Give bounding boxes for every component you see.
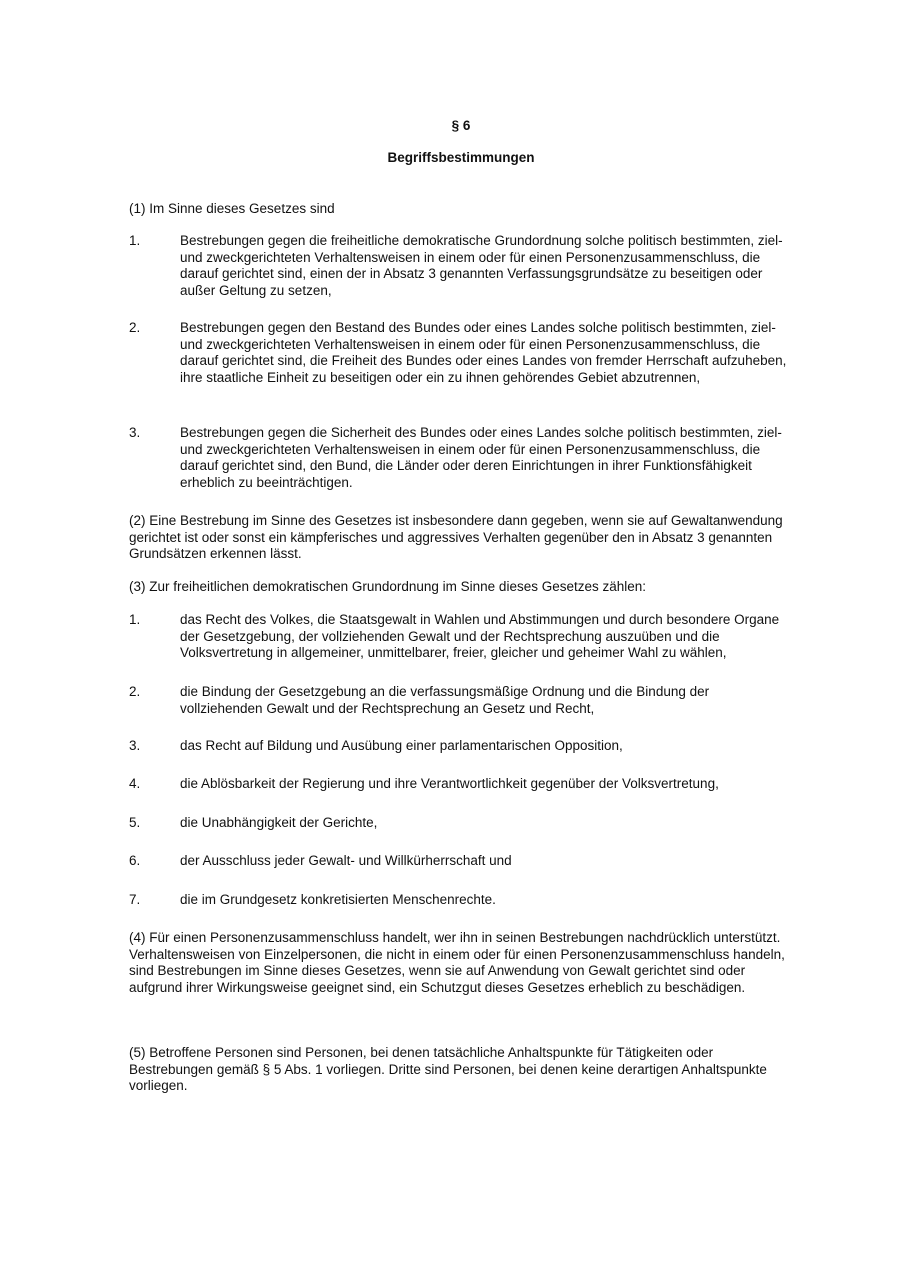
paragraph-1-item-number: 2. — [129, 320, 141, 335]
paragraph-3-item-text: die Unabhängigkeit der Gerichte, — [180, 815, 378, 830]
paragraph-3-item-text: die Bindung der Gesetzgebung an die verfassungsmäßige Ordnung und die Bindung der vollziehenden Gewalt und der Rechtsprechung an Gesetz und Recht, — [180, 684, 710, 716]
paragraph-3-item-text: der Ausschluss jeder Gewalt- und Willkürherrschaft und — [180, 853, 512, 868]
paragraph-1-item-number: 3. — [129, 425, 141, 440]
paragraph-3-item-text: die Ablösbarkeit der Regierung und ihre Verantwortlichkeit gegenüber der Volksvertretung, — [180, 776, 719, 791]
paragraph-1-item-text: Bestrebungen gegen den Bestand des Bundes oder eines Landes solche politisch bestimmten, ziel- und zweckgerichteten Verhaltensweisen in einem oder für einen Personenzusammenschluss, die darauf gerichtet sind, die Freiheit des Bundes oder eines Landes von fremder Herrschaft aufzuheben, ihre staatliche Einheit zu beseitigen oder ein zu ihnen gehörendes Gebiet abzutrennen, — [180, 320, 787, 386]
paragraph-5: (5) Betroffene Personen sind Personen, bei denen tatsächliche Anhaltspunkte für Tätigkeiten oder Bestrebungen gemäß § 5 Abs. 1 vorliegen. Dritte sind Personen, bei denen keine derartigen Anhaltspunkte vorliegen. — [129, 1045, 767, 1094]
paragraph-3-item-number: 4. — [129, 776, 141, 791]
paragraph-2: (2) Eine Bestrebung im Sinne des Gesetzes ist insbesondere dann gegeben, wenn sie auf Gewaltanwendung gerichtet ist oder sonst ein kämpferisches und aggressives Verhalten gegenüber den in Absatz 3 genannten Grundsätzen erkennen lässt. — [129, 513, 783, 562]
paragraph-3-item-text: das Recht des Volkes, die Staatsgewalt in Wahlen und Abstimmungen und durch besondere Organe der Gesetzgebung, der vollziehenden Gewalt und der Rechtsprechung auszuüben und die Volksvertretung in allgemeiner, unmittelbarer, freier, gleicher und geheimer Wahl zu wählen, — [180, 612, 780, 661]
paragraph-3-item-number: 5. — [129, 815, 141, 830]
paragraph-1-item-number: 1. — [129, 233, 141, 248]
paragraph-1-item-text: Bestrebungen gegen die freiheitliche demokratische Grundordnung solche politisch bestimmten, ziel- und zweckgerichteten Verhaltensweisen in einem oder für einen Personenzusammenschluss, die darauf gerichtet sind, einen der in Absatz 3 genannten Verfassungsgrundsätze zu beseitigen oder außer Geltung zu setzen, — [180, 233, 783, 299]
paragraph-3-item-number: 2. — [129, 684, 141, 699]
section-title: Begriffsbestimmungen — [387, 150, 535, 165]
paragraph-3-intro: (3) Zur freiheitlichen demokratischen Grundordnung im Sinne dieses Gesetzes zählen: — [129, 579, 647, 594]
paragraph-3-item-text: die im Grundgesetz konkretisierten Menschenrechte. — [180, 892, 496, 907]
paragraph-3-item-number: 3. — [129, 738, 141, 753]
paragraph-3-item-number: 6. — [129, 853, 141, 868]
paragraph-3-item-number: 1. — [129, 612, 141, 627]
paragraph-3-item-text: das Recht auf Bildung und Ausübung einer parlamentarischen Opposition, — [180, 738, 623, 753]
section-number: § 6 — [451, 118, 471, 133]
paragraph-4: (4) Für einen Personenzusammenschluss handelt, wer ihn in seinen Bestrebungen nachdrücklich unterstützt. Verhaltensweisen von Einzelpersonen, die nicht in einem oder für einen Personenzusammenschluss handeln, sind Bestrebungen im Sinne dieses Gesetzes, wenn sie auf Anwendung von Gewalt gerichtet sind oder aufgrund ihrer Wirkungsweise geeignet sind, ein Schutzgut dieses Gesetzes erheblich zu beschädigen. — [129, 930, 785, 996]
paragraph-1-item-text: Bestrebungen gegen die Sicherheit des Bundes oder eines Landes solche politisch bestimmten, ziel- und zweckgerichteten Verhaltensweisen in einem oder für einen Personenzusammenschluss, die darauf gerichtet sind, den Bund, die Länder oder deren Einrichtungen in ihrer Funktionsfähigkeit erheblich zu beeinträchtigen. — [180, 425, 782, 491]
paragraph-1-intro: (1) Im Sinne dieses Gesetzes sind — [129, 201, 335, 216]
paragraph-3-item-number: 7. — [129, 892, 141, 907]
